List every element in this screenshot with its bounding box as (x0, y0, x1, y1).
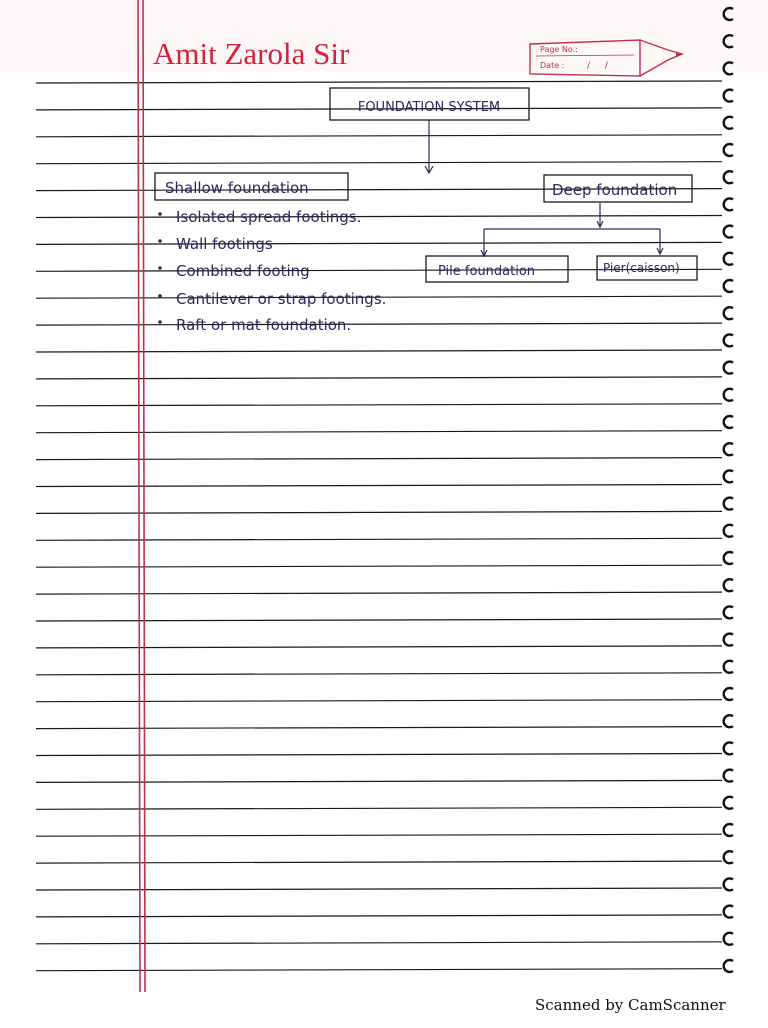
spiral-hole (724, 280, 733, 292)
page-no-label: Page No.: (540, 45, 578, 54)
spiral-hole (724, 851, 733, 863)
margin-line-left (138, 0, 140, 992)
spiral-hole (724, 498, 733, 510)
spiral-hole (724, 960, 733, 972)
shallow-item: Cantilever or strap footings. (176, 290, 387, 308)
spiral-hole (724, 797, 733, 809)
ruled-line (36, 915, 722, 917)
author-title: Amit Zarola Sir (153, 36, 350, 71)
ruled-line (36, 969, 722, 971)
spiral-hole (724, 226, 733, 238)
scanner-watermark: Scanned by CamScanner (535, 996, 726, 1014)
shallow-item: Wall footings (176, 235, 273, 253)
shallow-label: Shallow foundation (165, 179, 309, 197)
spiral-hole (724, 389, 733, 401)
pile-label: Pile foundation (438, 264, 536, 279)
shallow-item: Raft or mat foundation. (176, 316, 352, 334)
spiral-hole (724, 715, 733, 727)
ruled-line (36, 861, 722, 863)
top-margin-area (0, 0, 768, 72)
spiral-hole (724, 253, 733, 265)
shallow-list (158, 208, 386, 334)
deep-label: Deep foundation (552, 181, 678, 199)
spiral-hole (724, 906, 733, 918)
spiral-hole (724, 362, 733, 374)
spiral-hole (724, 579, 733, 591)
spiral-hole (724, 334, 733, 346)
spiral-hole (724, 90, 733, 102)
pier-label: Pier(caisson) (603, 261, 680, 275)
spiral-hole (724, 117, 733, 129)
shallow-item: Combined footing (176, 262, 310, 280)
spiral-binding (724, 8, 733, 972)
spiral-hole (724, 443, 733, 455)
spiral-hole (724, 606, 733, 618)
root-label: FOUNDATION SYSTEM (357, 100, 501, 115)
spiral-hole (724, 878, 733, 890)
spiral-hole (724, 198, 733, 210)
spiral-hole (724, 307, 733, 319)
margin-line-right (143, 0, 145, 992)
spiral-hole (724, 144, 733, 156)
spiral-hole (724, 824, 733, 836)
date-label: Date : (540, 61, 565, 70)
spiral-hole (724, 933, 733, 945)
spiral-hole (724, 552, 733, 564)
spiral-hole (724, 742, 733, 754)
date-value: / / (587, 61, 614, 71)
ruled-line (36, 888, 722, 890)
ruled-line (36, 942, 722, 944)
spiral-hole (724, 634, 733, 646)
spiral-hole (724, 416, 733, 428)
spiral-hole (724, 661, 733, 673)
spiral-hole (724, 525, 733, 537)
shallow-item: Isolated spread footings. (176, 208, 362, 226)
spiral-hole (724, 688, 733, 700)
spiral-hole (724, 470, 733, 482)
spiral-hole (724, 171, 733, 183)
spiral-hole (724, 770, 733, 782)
